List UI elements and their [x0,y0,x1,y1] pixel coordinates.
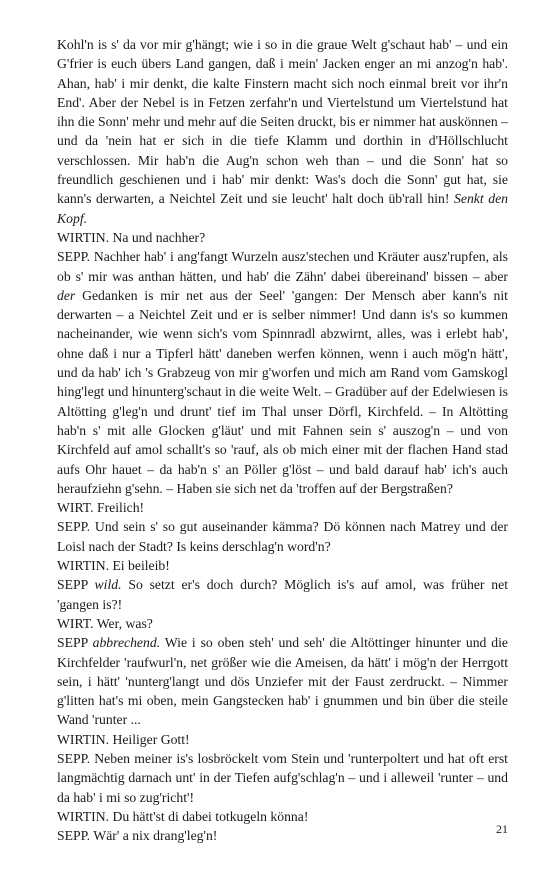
text-paragraph [57,575,508,614]
text-paragraph [57,826,508,845]
text-segment: Du hätt'st di dabei totkugeln könna! [109,808,309,824]
text-segment: Ei beileib! [109,558,170,574]
text-segment: So setzt er's doch durch? Möglich is's auf amol, was früher net 'gangen is?! [57,577,509,612]
text-segment [88,577,95,592]
speaker-name: WIRTIN. [57,808,110,824]
text-segment: Und sein s' so gut auseinander kämma? Dö können nach Matrey und der Loisl nach der Stadt? Is keins derschlag'n word'n? [57,519,508,554]
text-segment: Gedanken is mir net aus der Seel' 'gangen: Der Mensch aber kann's nit derwarten – a Neichtel Zeit und er is selber nimmer! Und dann is's so kummen nacheinander, wie wenn sich's vom Spinnradl abzwirnt, alles, was i erlebt hab', ohne daß i nur a Tipferl hätt' daneben werfen können, wenn i auch mög'n hätt', und da hab' ich 's Grabzeug von mir g'worfen und mich am Rand vom Gamskogl hing'legt und hinunterg'schaut in die weite Welt. – Gradüber auf der Edelwiesen is Altötting g'leg'n und drunt' tief im Thal unser Dörfl, Kirchfeld. – In Altötting hab'n s' mit alle Glocken g'läut' und mit Fahnen sein s' auszog'n – und von Kirchfeld auf amol schallt's so 'rauf, als ob mich einer mit der flachen Hand stad aufs Ohr hauet – da hab'n s' an Pöller g'löst – und bald darauf hab' ich's auch heraufziehn g'sehn. – Haben sie sich net da 'troffen auf der Bergstraßen? [57,287,508,496]
text-paragraph [57,633,508,729]
text-segment: Na und nachher? [109,229,206,245]
speaker-name: WIRT. [57,500,94,516]
text-paragraph [57,730,508,749]
text-segment: Kohl'n is s' da vor mir g'hängt; wie i so in die graue Welt g'schaut hab' – und ein G'frier is euch übers Land gangen, daß i mein' Jacken enger an mi anzog'n hab'. Ahan, hab' i mir denkt, die kalte Finstern macht sich noch einmal breit vor ihr'n End'. Aber der Nebel is in Fetzen zerfahr'n und Viertelstund um Viertelstund hat ihn die Sonn' mehr und mehr auf die Seiten druckt, bis er nimmer hat auskönnen – und da 'nein hat er sich in die tiefe Klamm und dorthin in d'Höllschlucht verschlossen. Mir hab'n die Aug'n schon weh than – und die Sonn' hat so freundlich geschienen und i hab' mir denkt: Was's doch die Sonn' gut hat, sie kann's derwarten, a Neichtel Zeit und sie leucht' halt doch üb'rall hin! [57,37,509,207]
text-paragraph [57,35,508,228]
speaker-name: SEPP. [57,750,91,766]
stage-direction: wild. [94,577,122,593]
text-segment: Nachher hab' i ang'fangt Wurzeln ausz'stechen und Kräuter ausz'rupfen, als ob s' mir was anthan hätten, und hab' die Zähn' dabei übereinand' bissen – aber [57,249,508,284]
stage-direction: der [57,287,76,303]
text-segment: Neben meiner is's losbröckelt vom Stein und 'runterpoltert und hat oft erst langmächtig darnach unt' in der Tiefen aufg'schlag'n – und i alleweil 'runter – und da hab' i mi so zug'richt'! [57,750,508,805]
stage-direction: abbrechend. [92,635,161,651]
speaker-name: WIRT. [57,615,94,631]
speaker-name: SEPP [57,577,88,593]
text-segment: Wär' a nix drang'leg'n! [90,828,218,844]
text-paragraph [57,614,508,633]
text-paragraph [57,749,508,807]
text-paragraph [57,517,508,556]
text-paragraph [57,556,508,575]
text-paragraph [57,228,508,247]
text-segment: Wie i so oben steh' und seh' die Altöttinger hinunter und die Kirchfelder 'raufwurl'n, net größer wie die Ameisen, da hätt' i mög'n der Herrgott sein, i hätt' 'nunterg'langt und dös Unziefer mit der Faust zerdruckt. – Nimmer g'litten hat's mi oben, mein Gangstecken hab' i gnummen und bin über die steile Wand 'runter ... [57,635,509,728]
text-paragraph [57,498,508,517]
speaker-name: SEPP. [57,519,91,535]
page-number: 21 [496,822,508,836]
speaker-name: WIRTIN. [57,558,110,574]
speaker-name: SEPP. [57,828,91,844]
speaker-name: WIRTIN. [57,731,110,747]
text-segment: Wer, was? [93,615,153,631]
text-segment: Heiliger Gott! [109,731,190,747]
speaker-name: SEPP [57,635,88,651]
page-body [57,35,508,845]
text-segment: Freilich! [93,500,145,516]
speaker-name: WIRTIN. [57,229,110,245]
text-paragraph [57,247,508,498]
stage-direction: Senkt den Kopf. [57,191,509,226]
speaker-name: SEPP. [57,249,91,265]
text-paragraph [57,807,508,826]
